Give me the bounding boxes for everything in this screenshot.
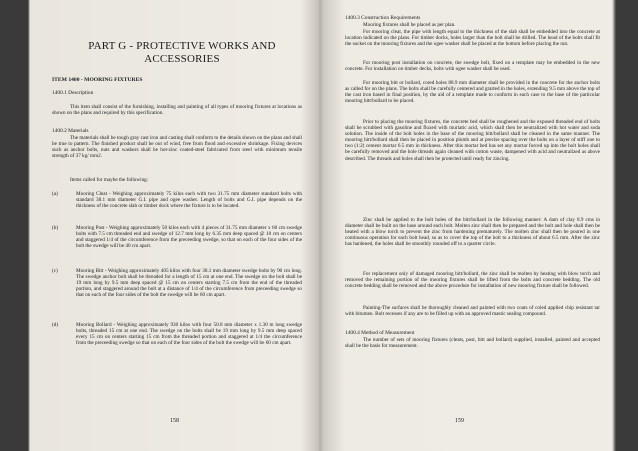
- construction-paragraph: For replacement only of damaged mooring bitt/bollard, the zinc shall be molten by heating with blow torch and removed the remaining portion of the mooring fixtures shall be lifted from the bolts and concrete bedding. The old concrete bedding shall be removed and the above procedure for installation of new mooring fixture shall be followed.: [345, 271, 600, 290]
- construction-paragraph: Prior to placing the mooring fixtures, the concrete bed shall be roughened and the exposed threaded end of holts shall be scrubbed with gasoline and fluxed with muriatic acid, which shall then be neutralized with hot water and soda solution. The inside of the bolt holes in the base of the mooring bitt/bollard shall be cleaned in the same manner. The mooring bitt/bollard shall then be placed in position plumb and at precise spacing over the bolts on a layer of stiff one to two (1:2) cement mortar 6.5 mm in thickness. After this mortar bed has set any mortar forced up into the bolt holes shall be carefully removed and the hole threads again cleaned with cotton waste, dampened with acid and neutralized as above described. The threads and holes shall then be protected until ready for zincing.: [345, 119, 600, 162]
- materials-title: 1400.2 Materials: [52, 128, 89, 134]
- list-item-label: (b): [52, 225, 59, 231]
- construction-title: 1400.3 Construction Requirements: [345, 15, 421, 21]
- list-item-text: Mooring Cleat - Weighing approximately 75 kilos each with two 31.75 mm diameter standard bolts with standard 38.1 mm diameter G.I. pipe and ogee washer. Length of bolts and G.I. pipe depends on the thickness of the concrete slab or timber dock where the fixture is to be located.: [76, 191, 302, 210]
- construction-paragraph: For mooring bitt or bollard, cored holes 88.9 mm diameter shall be provided in the concrete for the anchor bolts as called for on the plans. The bolts shall be carefully centered and grarted in the holes, extending 9.5 mm above the top of the cast iron based in final position, by the aid of a template made to conform in each case to the base of the particular mooring bitt/bollard to be placed.: [345, 80, 600, 105]
- description-title: 1400.1 Description: [52, 90, 94, 96]
- construction-paragraph: For mooring cleat, the pipe with length equal to the thickness of the slab shall be embedded into the concrete at location indicated on the plans. For timber docks, holes larger than the bolt shall be drilled. The head of the bolts shall fit the socket on the mooring fixtures and the ogee washer shall be placed at the bottom before placing the nut.: [345, 29, 600, 48]
- construction-paragraph: Mooring fixtures shall be placed as per plan.: [363, 22, 456, 28]
- measurement-title: 1400.4 Method of Measurement: [345, 330, 415, 336]
- construction-paragraph: Zinc shall be applied to the bolt holes of the bitt/bollard in the following manner: A dam of clay 8.9 cms in diameter shall be built on the base around each bolt. Molten zinc shall then be prepared and the bolt and hole shall then be heated with a blow torch to prevent the zinc from hardening prematurely. The molten zinc shall then be poured in one continuous operation for each bolt head, so as to cover the top of the bolt to a thickness of about 6.5 mm. After the zinc has hardened, the holes shall be smoothly rounded off to a quarter circle.: [345, 217, 600, 248]
- description-text: This item shall consist of the furnishing, installing and painting of all types of mooring fixtures at locations as shown on the plans and required by this specification.: [52, 104, 302, 117]
- list-item-text: Mooring Bollard - Weighing approximately 930 kilos with four 50.8 mm diameter x 1.30 m long swedge bolts, threaded 15 cm at one end. The swedge on the bolts shall be 19 mm long by 9.5 mm deep spaced every 15 cm on centers starting 15 cm from the threaded portion and staggered at 1/4 the circumference from the preceeding swedge so that on each of the four sides of the bolt the swedge will be 60 cm apart.: [76, 322, 302, 347]
- materials-text: The materials shall be tough gray cast iron and casting shall conform to the details shown on the plans and shall be true to pattern. The finished product shall be out of wind, free from flood and excessive shrinkage. Fixing devices such as anchor bolts, nuts and washers shall be hot-zinc coated-steel fabricated from steel with minimum tensile strength of 37 kg/ mm2.: [52, 135, 302, 160]
- construction-paragraph: Painting-The surfaces shall be thoroughly cleaned and painted with two coats of coled applied chip resistant tar with bitumen. Bolt recesses if any are to be filled up with an approved mastic sealing compound.: [345, 305, 600, 318]
- construction-paragraph: For mooring post installation on concrete, the swedge bolt, fixed on a template may be embedded in the new concrete. For installation on timber decks, bolts with ogee washer shall be used.: [345, 60, 600, 73]
- list-item-text: Mooring Bitt - Weighing approximately 405 kilos with four 38.1 mm diameter swedge bolts by 90 cm long. The swedge anchor bolt shall be threaded for a length of 15 cm at one end. The swedge on the bolt shall be 19 mm long by 9.5 mm deep spaced @ 15 cm on centers starting 7.5 cm from the end of the threaded portion, and staggered around the bolt at a distance of 1/4 of the circumference from preceeding swedge so that on each of the four sides of the bolt the swedge will be 60 cm apart.: [76, 268, 302, 299]
- measurement-text: The number of sets of mooring fixtures (cleats, post, bitt and bollard) supplied, installed, painted and accepted shall be the basis for measurement.: [345, 337, 600, 350]
- list-item-label: (a): [52, 191, 58, 197]
- page-number: 159: [455, 418, 464, 424]
- page-number: 158: [170, 418, 179, 424]
- list-item-label: (c): [52, 268, 58, 274]
- right-page: [345, 0, 600, 451]
- left-page: [52, 0, 302, 451]
- list-item-label: (d): [52, 322, 59, 328]
- list-item-text: Mooring Post - Weighing approximately 50 kilos each with 4 pieces of 31.75 mm diameter x 60 cm swedge bolts with 7.5 cm threaded end and swedge of 12.7 mm long by 6.35 mm deep spaced @ 10 cm on centers and staggered 1/4 of the circumference from the preceeding swedge, so that on each of the four sides of the bolt the swedge will be 40 cm apart.: [76, 225, 302, 250]
- item-title: ITEM 1400 - MOORING FIXTURES: [52, 77, 143, 83]
- items-intro: Items called for maybe the following:: [70, 177, 149, 183]
- part-heading: PART G - PROTECTIVE WORKS AND ACCESSORIES: [88, 40, 276, 65]
